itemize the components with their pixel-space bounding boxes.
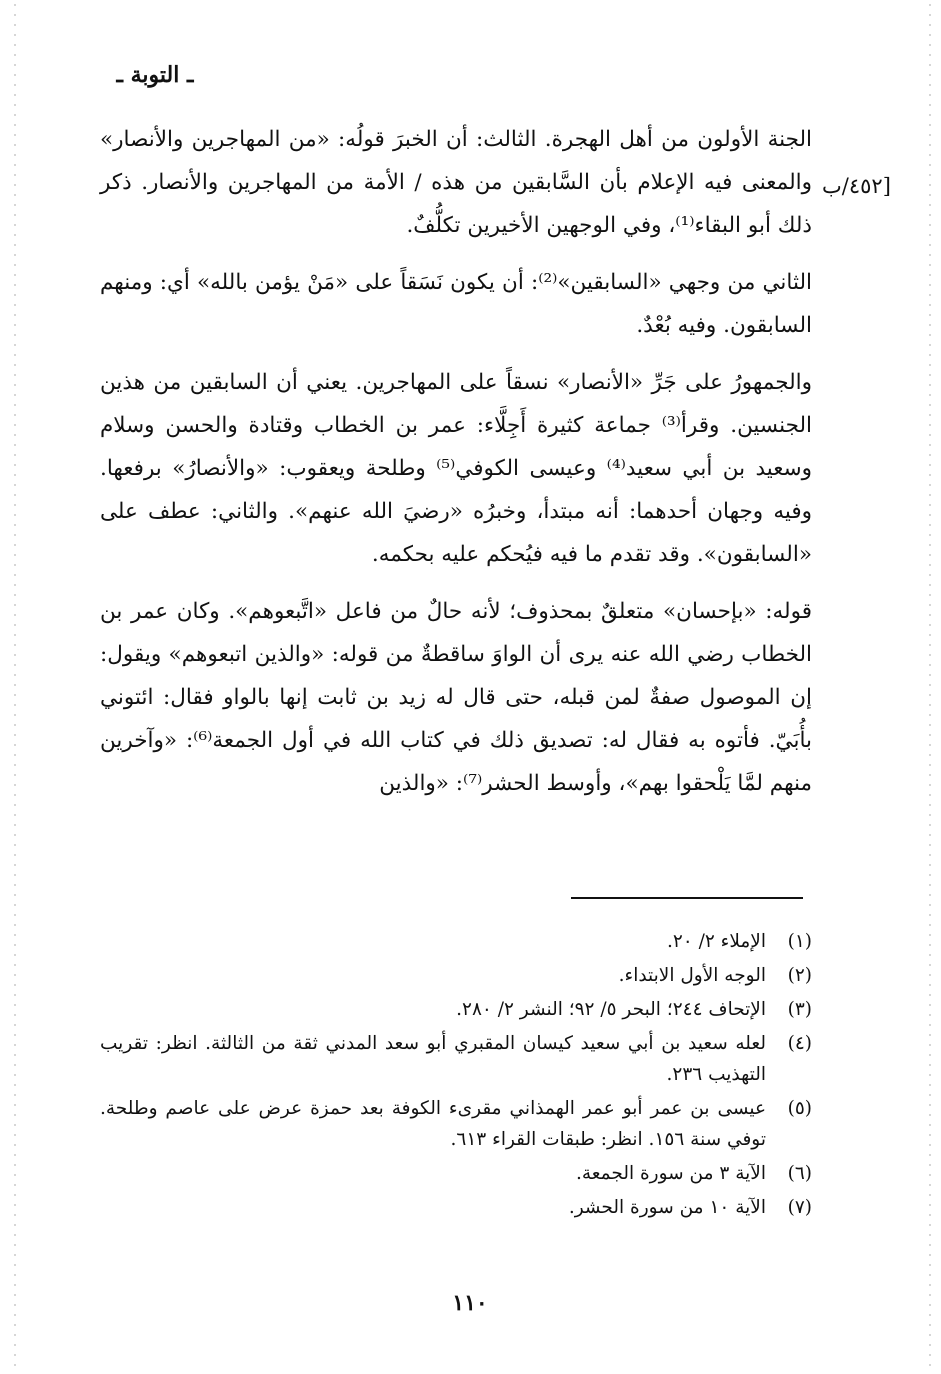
footnote-number: (١) (787, 931, 812, 952)
footnote-text: عيسى بن عمر أبو عمر الهمذاني مقرىء الكوفة بعد حمزة عرض على عاصم وطلحة. توفي سنة ١٥٦. انظر: طبقات القراء ٦١٣. (100, 1098, 766, 1150)
footnote-separator (571, 897, 803, 899)
footnote-number: (٦) (787, 1163, 812, 1184)
footnote-text: الوجه الأول الابتداء. (618, 965, 766, 986)
footnote-number: (٣) (787, 999, 812, 1020)
page-number: ١١٠ (452, 1290, 488, 1316)
footnote-item (100, 926, 812, 957)
footnote-item (100, 1158, 812, 1189)
footnote-number: (٧) (787, 1197, 812, 1218)
right-edge-dots (929, 0, 931, 1374)
main-text-body (100, 118, 812, 819)
footnote-item (100, 1028, 812, 1090)
paragraph-1: الجنة الأولون من أهل الهجرة. الثالث: أن الخبرَ قولُه: «من المهاجرين والأنصار» والمعنى فيه الإعلام بأن السَّابقين من هذه / الأمة من المهاجرين والأنصار. ذكر ذلك أبو البقاء⁽¹⁾، وفي الوجهين الأخيرين تكلُّفٌ. (100, 127, 812, 238)
paragraph-3: والجمهورُ على جَرِّ «الأنصار» نسقاً على المهاجرين. يعني أن السابقين من هذين الجنسين. وقرأ⁽³⁾ جماعة كثيرة أَجِلَّاء: عمر بن الخطاب وقتادة والحسن وسلام وسعيد بن أبي سعيد⁽⁴⁾ وعيسى الكوفي⁽⁵⁾ وطلحة ويعقوب: «والأنصارُ» برفعها. وفيه وجهان أحدهما: أنه مبتدأ، وخبرُه «رضيَ الله عنهم». والثاني: عطف على «السابقون». وقد تقدم ما فيه فيُحكم عليه بحكمه. (100, 370, 812, 567)
footnote-text: الإملاء ٢/ ٢٠. (666, 931, 766, 952)
footnote-item (100, 994, 812, 1025)
footnote-number: (٢) (787, 965, 812, 986)
footnote-item (100, 1192, 812, 1223)
footnote-item (100, 1093, 812, 1155)
running-header: ـ التوبة ـ (116, 62, 194, 88)
footnote-number: (٤) (787, 1033, 812, 1054)
footnotes-list (100, 926, 812, 1226)
manuscript-folio-marker: ٤٥٢/ب] (822, 174, 891, 198)
footnote-item (100, 960, 812, 991)
paragraph-2: الثاني من وجهي «السابقين»⁽²⁾: أن يكون نَسَقاً على «مَنْ يؤمن بالله» أي: ومنهم السابقون. وفيه بُعْدٌ. (100, 270, 812, 338)
paragraph-4: قوله: «بإحسان» متعلقٌ بمحذوف؛ لأنه حالٌ من فاعل «اتَّبعوهم». وكان عمر بن الخطاب رضي الله عنه يرى أن الواوَ ساقطةٌ من قوله: «والذين اتبعوهم» ويقول: إن الموصول صفةٌ لمن قبله، حتى قال له زيد بن ثابت إنها بالواو فقال: ائتوني بأُبَيّ. فأتوه به فقال له: تصديق ذلك في كتاب الله في أول الجمعة⁽⁶⁾: «وآخرين منهم لمَّا يَلْحقوا بهم»، وأوسط الحشر⁽⁷⁾: «والذين (100, 599, 812, 796)
footnote-text: الآية ١٠ من سورة الحشر. (568, 1197, 766, 1218)
footnote-text: لعله سعيد بن أبي سعيد كيسان المقبري أبو سعد المدني ثقة من الثالثة. انظر: تقريب التهذيب ٢٣٦. (100, 1033, 766, 1085)
footnote-number: (٥) (787, 1098, 812, 1119)
footnote-text: الآية ٣ من سورة الجمعة. (575, 1163, 766, 1184)
footnote-text: الإتحاف ٢٤٤؛ البحر ٥/ ٩٢؛ النشر ٢/ ٢٨٠. (456, 999, 766, 1020)
left-edge-dots (14, 0, 16, 1374)
